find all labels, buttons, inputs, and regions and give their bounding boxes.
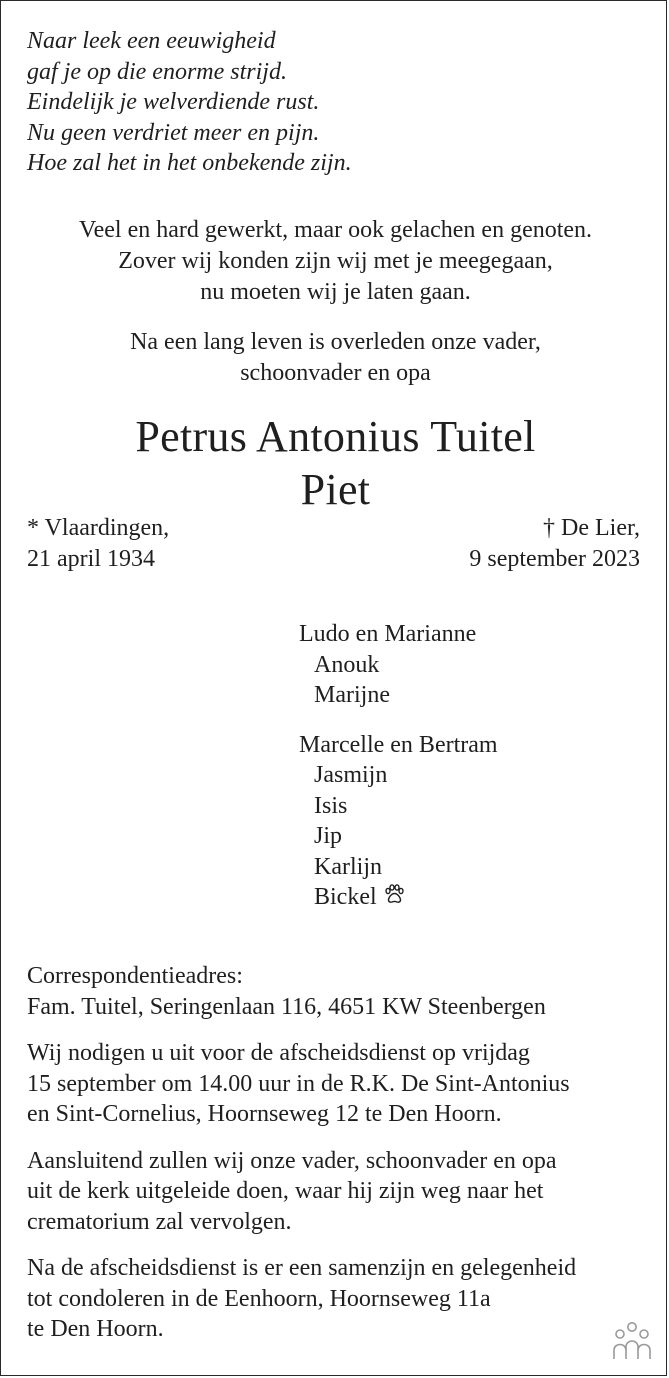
family-group bbox=[299, 730, 498, 913]
poem bbox=[27, 26, 352, 179]
birth-place: * Vlaardingen, bbox=[27, 515, 170, 541]
death-place: † De Lier, bbox=[543, 515, 640, 541]
family-child: Jip bbox=[314, 823, 343, 849]
service-line: 15 september om 14.00 uur in de R.K. De Sint-Antonius bbox=[27, 1070, 570, 1097]
family-head: Ludo en Marianne bbox=[299, 621, 477, 647]
announcement-line: Na een lang leven is overleden onze vader, bbox=[130, 329, 541, 355]
intro-line: Veel en hard gewerkt, maar ook gelachen en genoten. bbox=[78, 217, 593, 243]
condolence-line: Na de afscheidsdienst is er een samenzijn en gelegenheid bbox=[27, 1255, 577, 1281]
deceased-call-name: Piet bbox=[300, 465, 371, 514]
poem-line: Eindelijk je welverdiende rust. bbox=[27, 89, 320, 115]
family-child-with-pet bbox=[299, 882, 498, 913]
condolence-line: te Den Hoorn. bbox=[27, 1316, 164, 1342]
condolence-block bbox=[27, 1253, 576, 1345]
intro-text bbox=[1, 215, 669, 308]
death-info bbox=[469, 513, 640, 574]
deceased-name bbox=[1, 410, 669, 516]
deceased-full-name: Petrus Antonius Tuitel bbox=[135, 412, 536, 461]
family-child: Isis bbox=[314, 792, 348, 819]
procession-line: Aansluitend zullen wij onze vader, schoonvader en opa bbox=[27, 1147, 557, 1174]
poem-line: Naar leek een eeuwigheid bbox=[27, 28, 276, 54]
condolence-line: tot condoleren in de Eenhoorn, Hoornseweg 11a bbox=[27, 1285, 491, 1312]
family-child: Anouk bbox=[314, 651, 380, 678]
correspondence-block bbox=[27, 961, 576, 1022]
family-group bbox=[299, 619, 498, 711]
correspondence-address: Fam. Tuitel, Seringenlaan 116, 4651 KW Steenbergen bbox=[27, 993, 546, 1020]
service-line: Wij nodigen u uit voor de afscheidsdienst op vrijdag bbox=[27, 1040, 530, 1066]
paw-print-icon bbox=[383, 883, 405, 905]
family-list bbox=[299, 619, 498, 932]
intro-line: nu moeten wij je laten gaan. bbox=[200, 279, 471, 305]
family-head: Marcelle en Bertram bbox=[299, 731, 498, 758]
announcement-line: schoonvader en opa bbox=[240, 360, 431, 386]
service-line: en Sint-Cornelius, Hoornseweg 12 te Den Hoorn. bbox=[27, 1101, 502, 1127]
family-child: Marijne bbox=[314, 682, 390, 708]
service-block bbox=[27, 1038, 576, 1130]
correspondence-label: Correspondentieadres: bbox=[27, 963, 243, 989]
birth-date: 21 april 1934 bbox=[27, 545, 155, 572]
practical-info bbox=[27, 961, 576, 1361]
birth-info bbox=[27, 513, 169, 574]
intro-line: Zover wij konden zijn wij met je meegegaan, bbox=[118, 248, 553, 274]
people-group-icon bbox=[608, 1321, 656, 1361]
family-child: Karlijn bbox=[314, 853, 382, 880]
death-date: 9 september 2023 bbox=[469, 545, 640, 572]
poem-line: gaf je op die enorme strijd. bbox=[27, 58, 287, 85]
procession-line: uit de kerk uitgeleide doen, waar hij zijn weg naar het bbox=[27, 1178, 544, 1204]
family-child-name: Bickel bbox=[314, 884, 377, 910]
poem-line: Nu geen verdriet meer en pijn. bbox=[27, 119, 320, 146]
family-child: Jasmijn bbox=[314, 762, 388, 788]
announcement-text bbox=[1, 327, 669, 389]
procession-block bbox=[27, 1146, 576, 1238]
poem-line: Hoe zal het in het onbekende zijn. bbox=[27, 150, 352, 176]
procession-line: crematorium zal vervolgen. bbox=[27, 1208, 292, 1235]
